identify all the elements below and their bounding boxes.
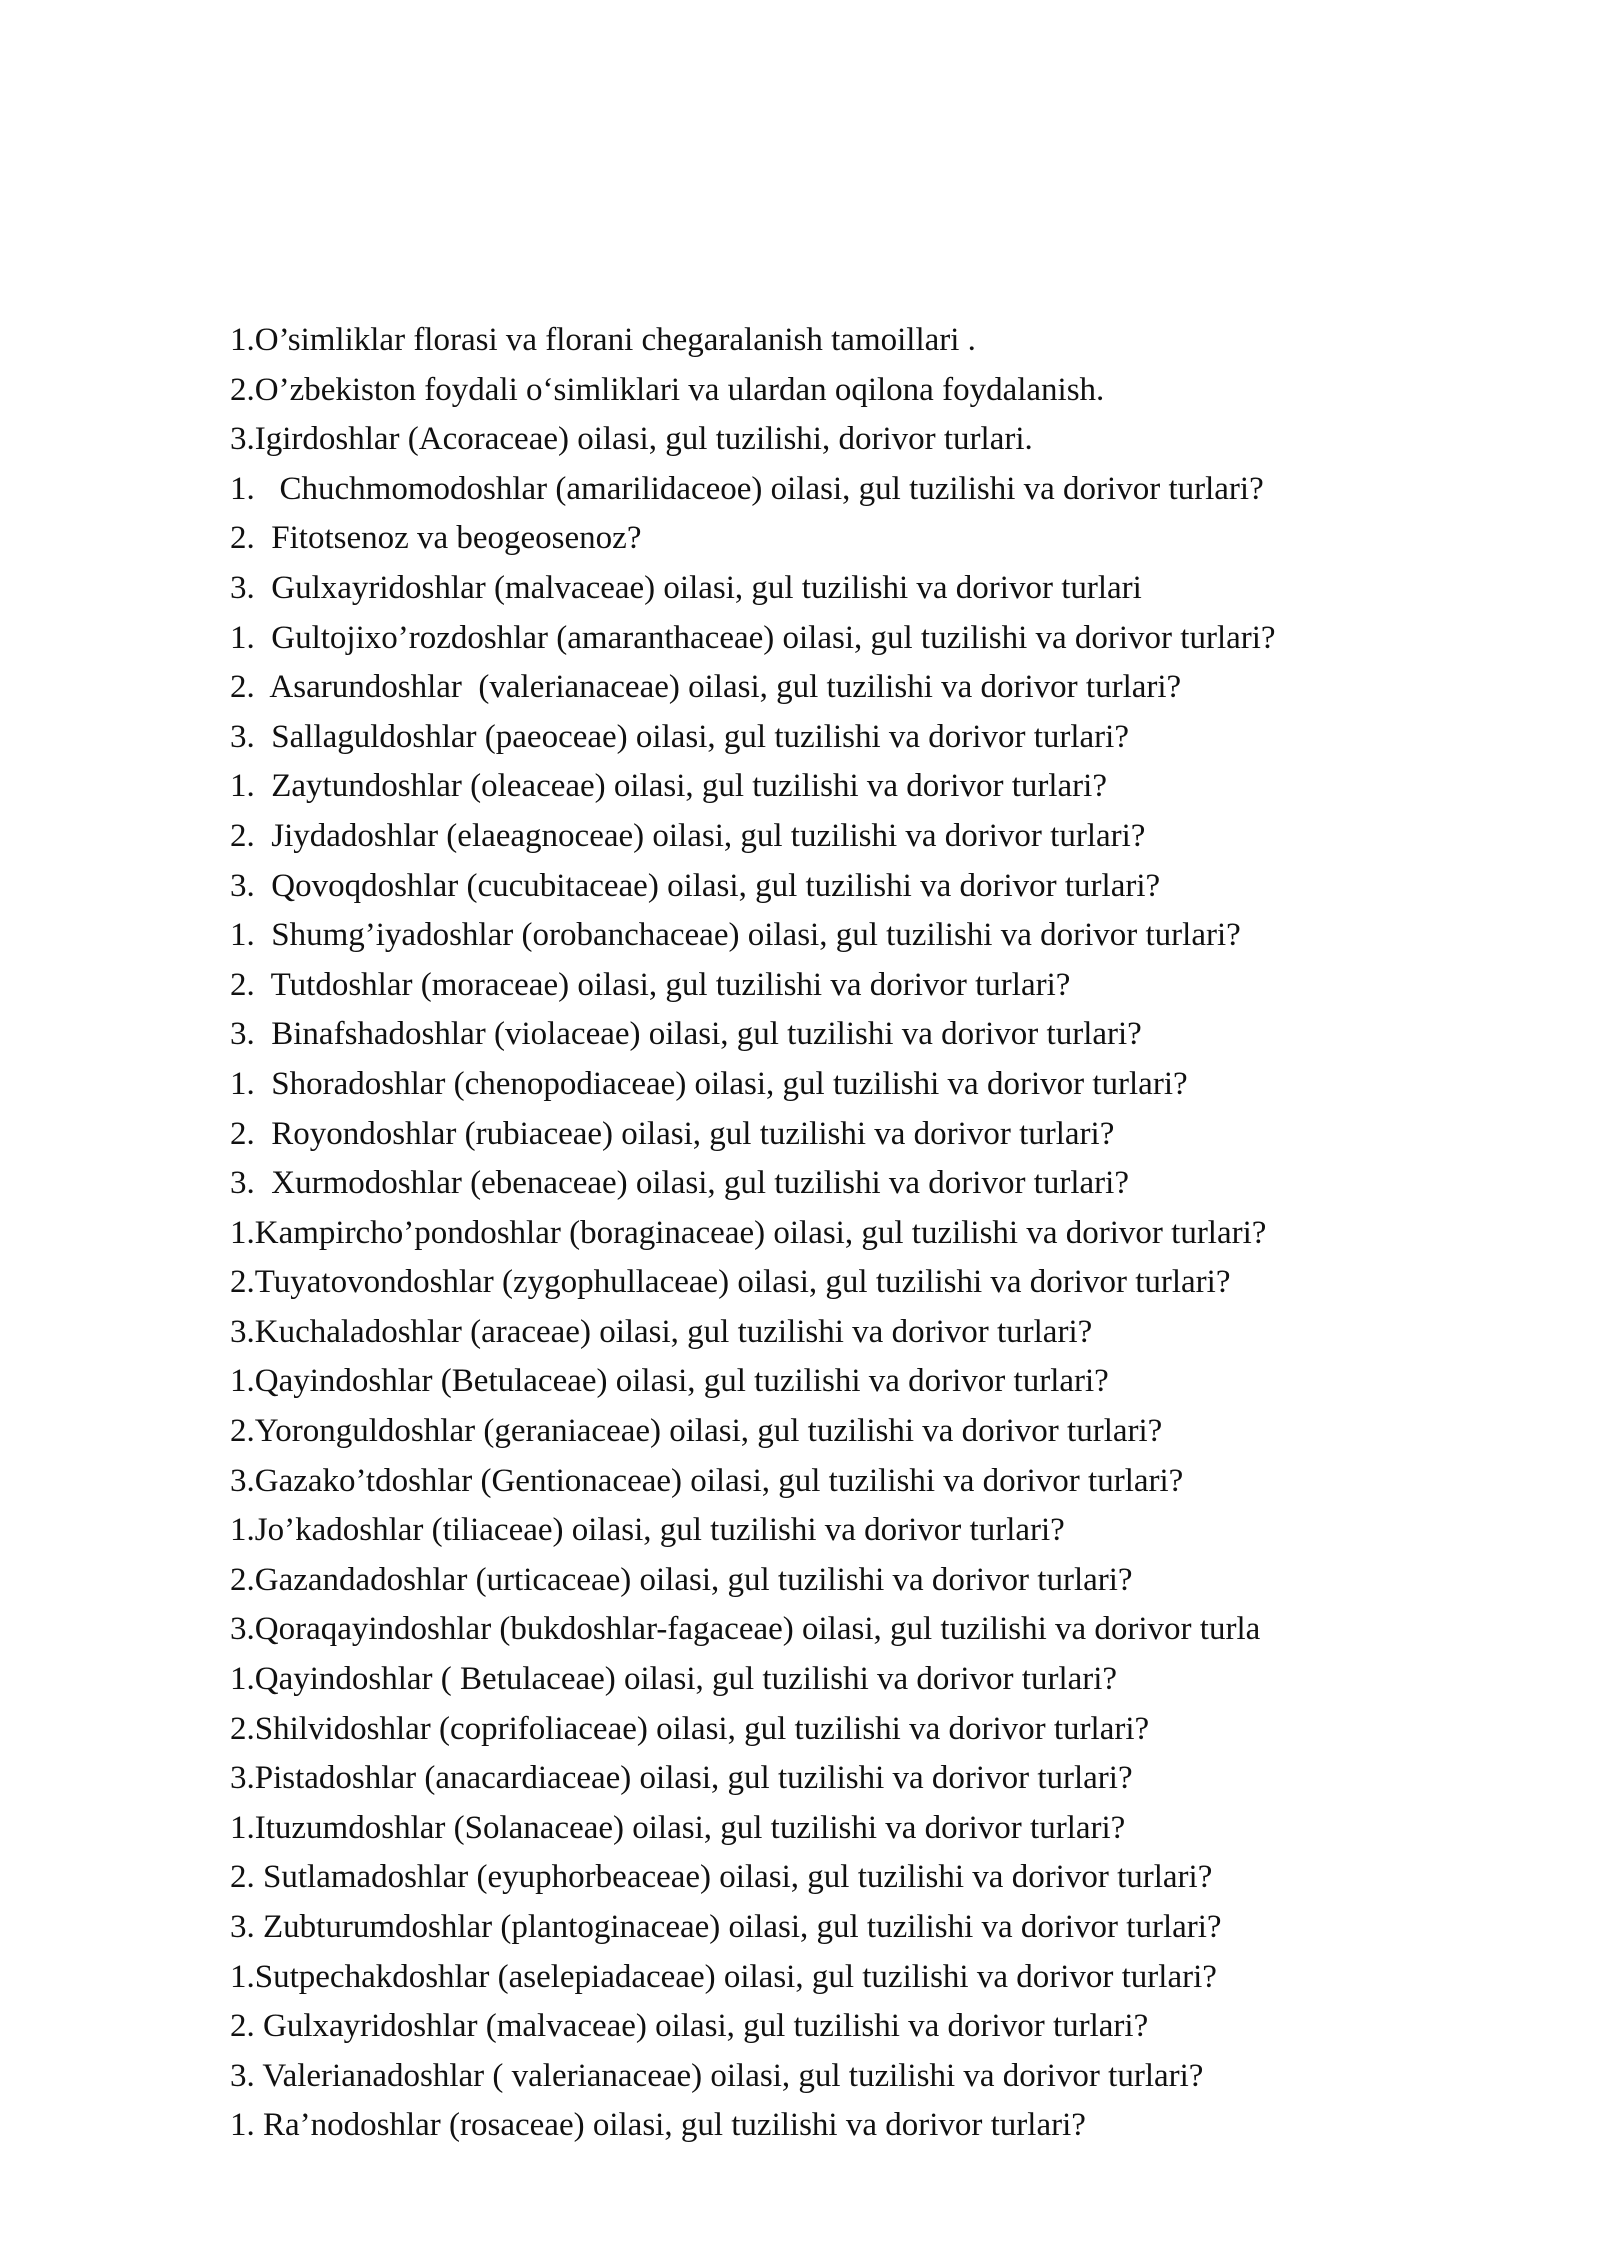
question-line: 3. Gulxayridoshlar (malvaceae) oilasi, gul tuzilishi va dorivor turlari — [230, 569, 1142, 606]
question-line: 2.Tuyatovondoshlar (zygophullaceae) oilasi, gul tuzilishi va dorivor turlari? — [230, 1264, 1231, 1301]
question-line: 3.Igirdoshlar (Acoraceae) oilasi, gul tuzilishi, dorivor turlari. — [230, 421, 1033, 458]
question-line: 3.Pistadoshlar (anacardiaceae) oilasi, gul tuzilishi va dorivor turlari? — [230, 1760, 1133, 1797]
question-line: 1.Kampircho’pondoshlar (boraginaceae) oilasi, gul tuzilishi va dorivor turlari? — [230, 1214, 1267, 1251]
question-line: 1.Ituzumdoshlar (Solanaceae) oilasi, gul tuzilishi va dorivor turlari? — [230, 1809, 1126, 1846]
question-line: 2. Tutdoshlar (moraceae) oilasi, gul tuzilishi va dorivor turlari? — [230, 966, 1071, 1003]
question-line: 2. Gulxayridoshlar (malvaceae) oilasi, gul tuzilishi va dorivor turlari? — [230, 2008, 1149, 2045]
question-line: 2. Fitotsenoz va beogeosenoz? — [230, 520, 642, 557]
question-line: 2.O’zbekiston foydali o‘simliklari va ulardan oqilona foydalanish. — [230, 371, 1105, 408]
question-line: 2. Royondoshlar (rubiaceae) oilasi, gul tuzilishi va dorivor turlari? — [230, 1115, 1115, 1152]
question-line: 2.Gazandadoshlar (urticaceae) oilasi, gul tuzilishi va dorivor turlari? — [230, 1561, 1133, 1598]
question-line: 2.Shilvidoshlar (coprifoliaceae) oilasi, gul tuzilishi va dorivor turlari? — [230, 1710, 1150, 1747]
question-line: 1.Qayindoshlar (Betulaceae) oilasi, gul tuzilishi va dorivor turlari? — [230, 1363, 1109, 1400]
question-line: 1. Shumg’iyadoshlar (orobanchaceae) oilasi, gul tuzilishi va dorivor turlari? — [230, 917, 1241, 954]
question-line: 3. Qovoqdoshlar (cucubitaceae) oilasi, gul tuzilishi va dorivor turlari? — [230, 867, 1161, 904]
question-line: 3. Binafshadoshlar (violaceae) oilasi, gul tuzilishi va dorivor turlari? — [230, 1016, 1142, 1053]
question-list — [230, 316, 1430, 2151]
question-line: 3. Zubturumdoshlar (plantoginaceae) oilasi, gul tuzilishi va dorivor turlari? — [230, 1909, 1222, 1945]
question-line: 2.Yoronguldoshlar (geraniaceae) oilasi, gul tuzilishi va dorivor turlari? — [230, 1413, 1163, 1450]
question-line: 1.Sutpechakdoshlar (aselepiadaceae) oilasi, gul tuzilishi va dorivor turlari? — [230, 1958, 1217, 1995]
question-line: 3. Sallaguldoshlar (paeoceae) oilasi, gul tuzilishi va dorivor turlari? — [230, 718, 1129, 755]
question-line: 1.Jo’kadoshlar (tiliaceae) oilasi, gul tuzilishi va dorivor turlari? — [230, 1512, 1065, 1549]
question-line: 3. Xurmodoshlar (ebenaceae) oilasi, gul tuzilishi va dorivor turlari? — [230, 1165, 1129, 1202]
question-line: 1.Qayindoshlar ( Betulaceae) oilasi, gul tuzilishi va dorivor turlari? — [230, 1661, 1118, 1698]
question-line: 3.Gazako’tdoshlar (Gentionaceae) oilasi, gul tuzilishi va dorivor turlari? — [230, 1462, 1184, 1499]
question-line: 3.Qoraqayindoshlar (bukdoshlar-fagaceae) oilasi, gul tuzilishi va dorivor turla — [230, 1611, 1261, 1648]
question-line: 1. Chuchmomodoshlar (amarilidaceoe) oilasi, gul tuzilishi va dorivor turlari? — [230, 470, 1264, 507]
question-line: 1.O’simliklar florasi va florani chegaralanish tamoillari . — [230, 322, 976, 358]
question-line: 2. Asarundoshlar (valerianaceae) oilasi, gul tuzilishi va dorivor turlari? — [230, 669, 1182, 706]
question-line: 3.Kuchaladoshlar (araceae) oilasi, gul tuzilishi va dorivor turlari? — [230, 1313, 1093, 1350]
question-line: 3. Valerianadoshlar ( valerianaceae) oilasi, gul tuzilishi va dorivor turlari? — [230, 2057, 1204, 2094]
question-line: 1. Shoradoshlar (chenopodiaceae) oilasi, gul tuzilishi va dorivor turlari? — [230, 1065, 1188, 1102]
question-line: 2. Jiydadoshlar (elaeagnoceae) oilasi, gul tuzilishi va dorivor turlari? — [230, 817, 1146, 854]
question-line: 2. Sutlamadoshlar (eyuphorbeaceae) oilasi, gul tuzilishi va dorivor turlari? — [230, 1859, 1213, 1896]
question-line: 1. Ra’nodoshlar (rosaceae) oilasi, gul tuzilishi va dorivor turlari? — [230, 2107, 1086, 2144]
question-line: 1. Gultojixo’rozdoshlar (amaranthaceae) oilasi, gul tuzilishi va dorivor turlari? — [230, 619, 1276, 656]
question-line: 1. Zaytundoshlar (oleaceae) oilasi, gul tuzilishi va dorivor turlari? — [230, 768, 1107, 805]
